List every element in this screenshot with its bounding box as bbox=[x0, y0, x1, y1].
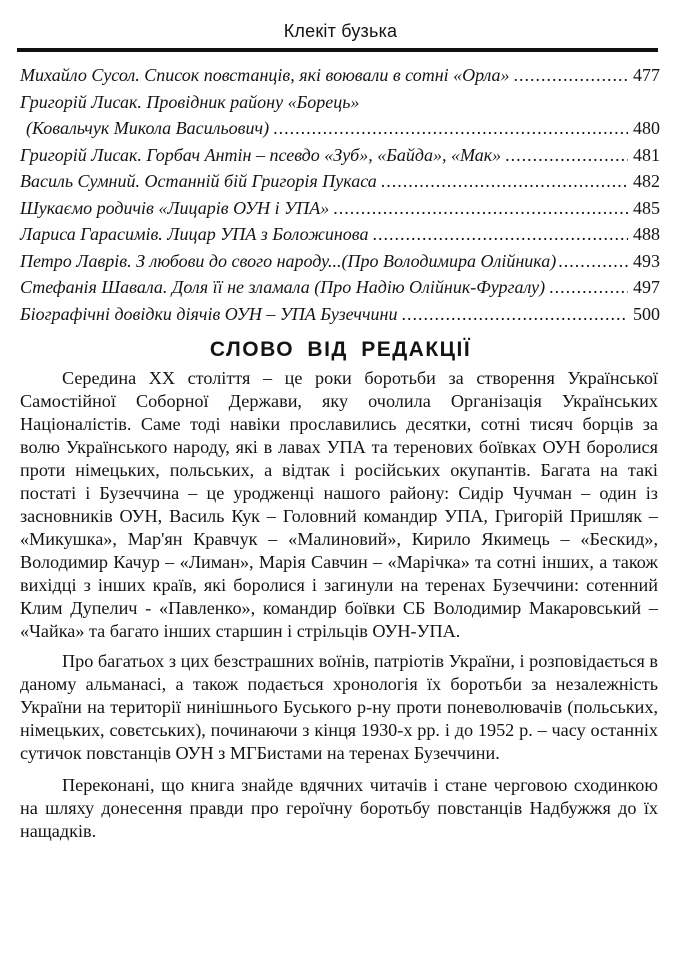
running-head: Клекіт бузька bbox=[283, 21, 398, 41]
toc-leader-dots bbox=[273, 118, 628, 139]
editorial-text bbox=[20, 367, 658, 843]
toc-entry-page: 500 bbox=[633, 303, 660, 324]
toc-entry-page: 481 bbox=[633, 144, 660, 165]
toc-entry bbox=[20, 65, 660, 92]
toc-leader-dots bbox=[333, 198, 628, 219]
toc-entry bbox=[20, 304, 660, 331]
toc-entry-page: 480 bbox=[633, 118, 660, 138]
toc-entry bbox=[20, 171, 660, 198]
toc-leader-dots bbox=[549, 277, 628, 298]
toc-entry-title: Стефанія Шавала. Доля її не зламала (Про Надію Олійник-Фургалу) bbox=[20, 277, 546, 297]
section-title: СЛОВО ВІД РЕДАКЦІЇ bbox=[209, 338, 472, 361]
toc-entry-page: 493 bbox=[633, 250, 660, 271]
toc-entry-page: 477 bbox=[633, 65, 660, 85]
toc-entry-page: 485 bbox=[633, 197, 660, 218]
toc-leader-dots bbox=[401, 304, 628, 325]
toc-leader-dots bbox=[505, 145, 628, 166]
toc-entry bbox=[20, 118, 660, 145]
toc-entry-title: Михайло Сусол. Список повстанців, які воювали в сотні «Орла» bbox=[20, 65, 510, 85]
toc-entry-title: Петро Лаврів. З любови до свого народу...(Про Володимира Олійника) bbox=[20, 250, 557, 271]
table-of-contents bbox=[20, 65, 660, 330]
toc-entry bbox=[20, 277, 660, 304]
toc-leader-dots bbox=[373, 224, 629, 245]
toc-entry-title: Григорій Лисак. Провідник району «Борець» bbox=[20, 91, 360, 112]
toc-entry bbox=[20, 92, 660, 119]
toc-entry-title: Шукаємо родичів «Лицарів ОУН і УПА» bbox=[20, 197, 330, 218]
toc-entry bbox=[20, 251, 660, 278]
toc-leader-dots bbox=[558, 251, 630, 272]
toc-entry-title: Василь Сумний. Останній бій Григорія Пукаса bbox=[20, 171, 377, 191]
paragraph: Середина XX століття – це роки боротьби за створення Української Самостійної Соборної Держави, яку очолила Організація Українських Націоналістів. Саме тоді навіки прославились десятки, сотні тисяч борців за волю Українського народу, які в лавах УПА та теренових боївках ОУН боролися проти німецьких, польських, а відтак і російських окупантів. Багата на такі постаті і Бузеччина – це уродженці нашого району: Сидір Чучман – один із засновників ОУН, Василь Кук – Головний командир УПА, Григорій Пришляк – «Микушка», Мар'ян Кравчук – «Малиновий», Кирило Якимець – «Бескид», Володимир Качур – «Лиман», Марія Савчин – «Марічка» та сотні інших, а також вихідці з інших країв, які боролися і загинули на теренах Бузеччини: сотенний Клим Дупелич - «Павленко», командир боївки СБ Володимир Макаровський – «Чайка» та багато інших старшин і стрільців ОУН-УПА. bbox=[20, 368, 658, 641]
toc-entry-title: Біографічні довідки діячів ОУН – УПА Бузеччини bbox=[20, 303, 398, 324]
toc-entry bbox=[20, 198, 660, 225]
paragraph: Про багатьох з цих безстрашних воїнів, патріотів України, і розповідається в даному альманасі, а також подається хронологія їх боротьби за незалежність України на території нинішнього Буського р-ну проти поневолювачів (польських, німецьких, совєтських), починаючи з кінця 1930-х рр. і до 1952 р. – часу останніх сутичок повстанців ОУН з МГБистами на теренах Бузеччини. bbox=[20, 651, 658, 763]
toc-entry-page: 497 bbox=[633, 277, 660, 297]
toc-entry-title: Григорій Лисак. Горбач Антін – псевдо «Зуб», «Байда», «Мак» bbox=[20, 144, 502, 165]
toc-entry bbox=[20, 145, 660, 172]
toc-entry bbox=[20, 224, 660, 251]
toc-entry-title: (Ковальчук Микола Васильович) bbox=[26, 118, 270, 138]
toc-leader-dots bbox=[514, 65, 628, 86]
toc-entry-title: Лариса Гарасимів. Лицар УПА з Боложинова bbox=[20, 224, 369, 244]
toc-entry-page: 488 bbox=[633, 224, 660, 244]
paragraph: Переконані, що книга знайде вдячних читачів і стане черговою сходинкою на шляху донесення правди про героїчну боротьбу повстанців Надбужжя до їх нащадків. bbox=[20, 775, 658, 841]
toc-leader-dots bbox=[381, 171, 628, 192]
header-rule bbox=[17, 48, 658, 52]
toc-entry-page: 482 bbox=[633, 171, 660, 191]
